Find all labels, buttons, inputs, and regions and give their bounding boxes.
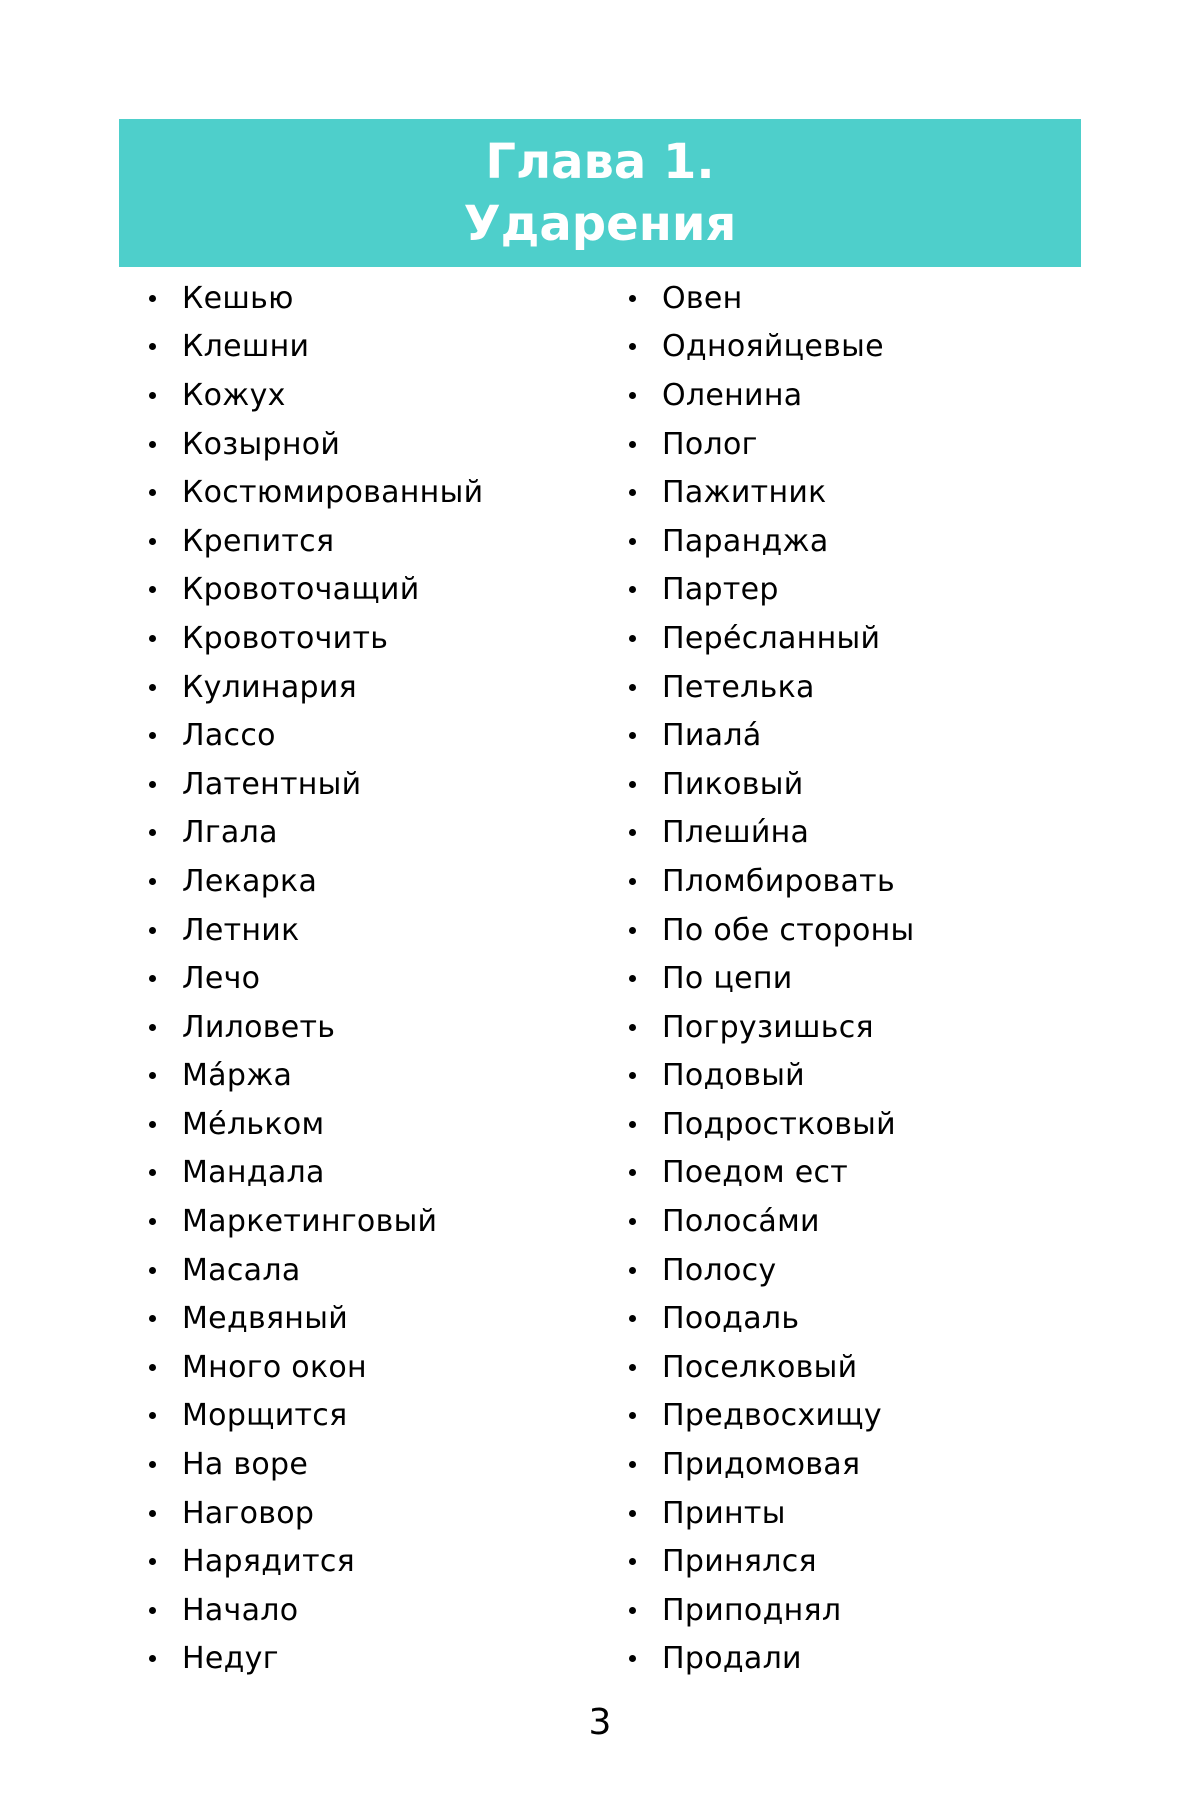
word-text: Морщится bbox=[182, 1398, 348, 1434]
list-item bbox=[148, 1537, 483, 1586]
list-item bbox=[148, 566, 483, 615]
list-item bbox=[628, 906, 915, 955]
chapter-header-banner bbox=[119, 119, 1081, 267]
list-item bbox=[628, 517, 915, 566]
list-item bbox=[628, 1149, 915, 1198]
list-item bbox=[628, 1489, 915, 1538]
word-text: Подростковый bbox=[662, 1106, 896, 1142]
list-item bbox=[628, 711, 915, 760]
list-item bbox=[148, 906, 483, 955]
word-text: Поодаль bbox=[662, 1301, 800, 1337]
bullet-icon bbox=[629, 1607, 636, 1614]
word-text: Нарядится bbox=[182, 1544, 355, 1580]
list-item bbox=[148, 1100, 483, 1149]
bullet-icon bbox=[149, 538, 156, 545]
bullet-icon bbox=[149, 1218, 156, 1225]
word-text: Пере́сланный bbox=[662, 620, 881, 656]
bullet-icon bbox=[629, 1121, 636, 1128]
list-item bbox=[628, 566, 915, 615]
list-item bbox=[628, 1440, 915, 1489]
bullet-icon bbox=[629, 1072, 636, 1079]
word-text: Поселковый bbox=[662, 1349, 858, 1385]
word-text: Пажитник bbox=[662, 475, 827, 511]
word-text: Пиковый bbox=[662, 766, 804, 802]
bullet-icon bbox=[629, 635, 636, 642]
word-text: Лиловеть bbox=[182, 1009, 336, 1045]
bullet-icon bbox=[629, 1364, 636, 1371]
word-text: Продали bbox=[662, 1641, 802, 1677]
list-item bbox=[148, 517, 483, 566]
list-item bbox=[148, 1003, 483, 1052]
bullet-icon bbox=[149, 295, 156, 302]
list-item bbox=[628, 1635, 915, 1684]
word-text: Однояйцевые bbox=[662, 329, 884, 365]
list-item bbox=[148, 663, 483, 712]
list-item bbox=[148, 1392, 483, 1441]
word-text: Крепится bbox=[182, 523, 335, 559]
bullet-icon bbox=[629, 441, 636, 448]
bullet-icon bbox=[149, 781, 156, 788]
bullet-icon bbox=[629, 878, 636, 885]
word-text: Принялся bbox=[662, 1544, 817, 1580]
word-text: Масала bbox=[182, 1252, 301, 1288]
word-text: Маркетинговый bbox=[182, 1204, 438, 1240]
chapter-number: Глава 1. bbox=[485, 134, 715, 190]
word-list-right-column bbox=[628, 274, 915, 1683]
word-text: Приподнял bbox=[662, 1592, 842, 1628]
bullet-icon bbox=[149, 975, 156, 982]
list-item bbox=[148, 371, 483, 420]
bullet-icon bbox=[149, 1510, 156, 1517]
word-text: Паранджа bbox=[662, 523, 829, 559]
bullet-icon bbox=[629, 586, 636, 593]
list-item bbox=[148, 1343, 483, 1392]
bullet-icon bbox=[629, 1510, 636, 1517]
bullet-icon bbox=[629, 1655, 636, 1662]
bullet-icon bbox=[149, 684, 156, 691]
word-text: На воре bbox=[182, 1447, 309, 1483]
list-item bbox=[148, 274, 483, 323]
list-item bbox=[148, 323, 483, 372]
bullet-icon bbox=[149, 1267, 156, 1274]
list-item bbox=[628, 1246, 915, 1295]
word-text: Кожух bbox=[182, 377, 286, 413]
list-item bbox=[628, 663, 915, 712]
bullet-icon bbox=[149, 1024, 156, 1031]
list-item bbox=[148, 1246, 483, 1295]
word-text: Придомовая bbox=[662, 1447, 861, 1483]
bullet-icon bbox=[629, 1169, 636, 1176]
bullet-icon bbox=[629, 1412, 636, 1419]
bullet-icon bbox=[629, 927, 636, 934]
bullet-icon bbox=[629, 1558, 636, 1565]
bullet-icon bbox=[149, 927, 156, 934]
word-text: Предвосхищу bbox=[662, 1398, 882, 1434]
bullet-icon bbox=[629, 684, 636, 691]
word-text: Полог bbox=[662, 426, 758, 462]
list-item bbox=[148, 1294, 483, 1343]
list-item bbox=[628, 468, 915, 517]
word-list-left-column bbox=[148, 274, 483, 1683]
word-text: По цепи bbox=[662, 961, 793, 997]
list-item bbox=[148, 1052, 483, 1101]
list-item bbox=[148, 1586, 483, 1635]
list-item bbox=[148, 468, 483, 517]
bullet-icon bbox=[149, 392, 156, 399]
list-item bbox=[628, 1586, 915, 1635]
bullet-icon bbox=[149, 586, 156, 593]
word-text: Ме́льком bbox=[182, 1106, 325, 1142]
bullet-icon bbox=[629, 343, 636, 350]
bullet-icon bbox=[149, 343, 156, 350]
word-text: Недуг bbox=[182, 1641, 279, 1677]
list-item bbox=[148, 1197, 483, 1246]
word-text: Лассо bbox=[182, 718, 276, 754]
list-item bbox=[148, 857, 483, 906]
list-item bbox=[628, 1003, 915, 1052]
word-text: Петелька bbox=[662, 669, 815, 705]
word-text: Лечо bbox=[182, 961, 261, 997]
list-item bbox=[628, 954, 915, 1003]
list-item bbox=[628, 371, 915, 420]
bullet-icon bbox=[629, 975, 636, 982]
list-item bbox=[148, 1635, 483, 1684]
bullet-icon bbox=[149, 1412, 156, 1419]
bullet-icon bbox=[149, 1315, 156, 1322]
bullet-icon bbox=[149, 1558, 156, 1565]
bullet-icon bbox=[629, 732, 636, 739]
word-text: Клешни bbox=[182, 329, 310, 365]
word-text: Пломбировать bbox=[662, 863, 895, 899]
word-text: Погрузишься bbox=[662, 1009, 874, 1045]
word-text: Латентный bbox=[182, 766, 362, 802]
word-text: Полоса́ми bbox=[662, 1204, 820, 1240]
word-text: Оленина bbox=[662, 377, 803, 413]
bullet-icon bbox=[629, 1024, 636, 1031]
list-item bbox=[628, 1197, 915, 1246]
list-item bbox=[148, 1440, 483, 1489]
bullet-icon bbox=[149, 878, 156, 885]
bullet-icon bbox=[629, 829, 636, 836]
list-item bbox=[628, 1537, 915, 1586]
list-item bbox=[628, 420, 915, 469]
bullet-icon bbox=[629, 1267, 636, 1274]
word-text: Мандала bbox=[182, 1155, 325, 1191]
bullet-icon bbox=[629, 489, 636, 496]
bullet-icon bbox=[149, 829, 156, 836]
bullet-icon bbox=[149, 1607, 156, 1614]
bullet-icon bbox=[149, 441, 156, 448]
word-text: Ма́ржа bbox=[182, 1058, 293, 1094]
bullet-icon bbox=[629, 1218, 636, 1225]
word-text: Медвяный bbox=[182, 1301, 349, 1337]
list-item bbox=[628, 857, 915, 906]
bullet-icon bbox=[149, 1121, 156, 1128]
list-item bbox=[628, 760, 915, 809]
word-text: Кровоточащий bbox=[182, 572, 420, 608]
word-text: Полосу bbox=[662, 1252, 777, 1288]
bullet-icon bbox=[149, 1072, 156, 1079]
word-text: По обе стороны bbox=[662, 912, 915, 948]
list-item bbox=[628, 809, 915, 858]
list-item bbox=[628, 1100, 915, 1149]
word-text: Плеши́на bbox=[662, 815, 810, 851]
list-item bbox=[148, 954, 483, 1003]
list-item bbox=[148, 760, 483, 809]
list-item bbox=[628, 1052, 915, 1101]
list-item bbox=[148, 809, 483, 858]
word-text: Кулинария bbox=[182, 669, 358, 705]
list-item bbox=[628, 323, 915, 372]
word-text: Козырной bbox=[182, 426, 341, 462]
list-item bbox=[148, 1149, 483, 1198]
list-item bbox=[628, 274, 915, 323]
bullet-icon bbox=[629, 781, 636, 788]
word-text: Начало bbox=[182, 1592, 299, 1628]
bullet-icon bbox=[149, 635, 156, 642]
word-text: Много окон bbox=[182, 1349, 367, 1385]
page-number: 3 bbox=[588, 1702, 612, 1743]
list-item bbox=[148, 1489, 483, 1538]
word-text: Костюмированный bbox=[182, 475, 484, 511]
bullet-icon bbox=[629, 1461, 636, 1468]
bullet-icon bbox=[629, 1315, 636, 1322]
list-item bbox=[628, 614, 915, 663]
list-item bbox=[148, 420, 483, 469]
word-text: Поедом ест bbox=[662, 1155, 849, 1191]
word-text: Наговор bbox=[182, 1495, 315, 1531]
bullet-icon bbox=[149, 489, 156, 496]
list-item bbox=[628, 1343, 915, 1392]
word-text: Подовый bbox=[662, 1058, 805, 1094]
word-text: Пиала́ bbox=[662, 718, 762, 754]
word-text: Партер bbox=[662, 572, 779, 608]
word-text: Летник bbox=[182, 912, 300, 948]
bullet-icon bbox=[149, 1655, 156, 1662]
list-item bbox=[148, 711, 483, 760]
list-item bbox=[628, 1392, 915, 1441]
bullet-icon bbox=[149, 1461, 156, 1468]
bullet-icon bbox=[149, 732, 156, 739]
bullet-icon bbox=[149, 1169, 156, 1176]
bullet-icon bbox=[629, 392, 636, 399]
bullet-icon bbox=[629, 538, 636, 545]
word-text: Овен bbox=[662, 280, 743, 316]
bullet-icon bbox=[149, 1364, 156, 1371]
bullet-icon bbox=[629, 295, 636, 302]
word-text: Лекарка bbox=[182, 863, 318, 899]
word-text: Принты bbox=[662, 1495, 786, 1531]
word-text: Кровоточить bbox=[182, 620, 389, 656]
word-text: Кешью bbox=[182, 280, 294, 316]
word-text: Лгала bbox=[182, 815, 278, 851]
chapter-title: Ударения bbox=[463, 196, 737, 252]
list-item bbox=[148, 614, 483, 663]
list-item bbox=[628, 1294, 915, 1343]
